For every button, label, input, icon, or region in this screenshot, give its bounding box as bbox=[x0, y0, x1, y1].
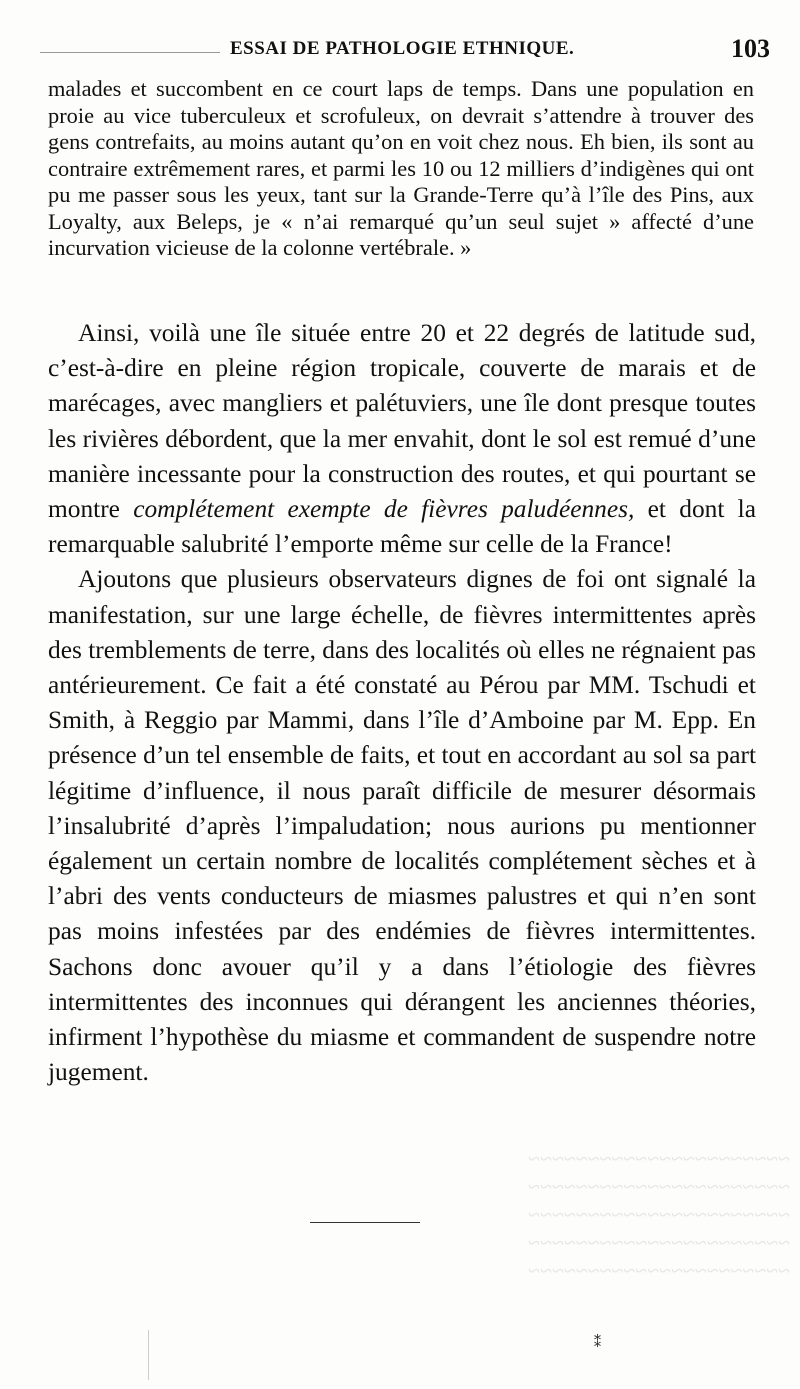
ink-speck: ⁑ bbox=[594, 1335, 601, 1351]
running-title: ESSAI DE PATHOLOGIE ETHNIQUE. bbox=[230, 38, 575, 59]
paragraph-1-italic: complétement exempte de fièvres paludéennes, bbox=[133, 495, 635, 524]
body-text bbox=[48, 316, 756, 1090]
quoted-paragraph: malades et succombent en ce court laps de temps. Dans une population en proie au vice tuberculeux et scrofuleux, on devrait s’attendre à trouver des gens contrefaits, au moins autant qu’on en voit chez nous. Eh bien, ils sont au contraire extrêmement rares, et parmi les 10 ou 12 milliers d’indigènes qui ont pu me passer sous les yeux, tant sur la Grande-Terre qu’à l’île des Pins, aux Loyalty, aux Beleps, je « n’ai remarqué qu’un seul sujet » affecté d’une incurvation vicieuse de la colonne vertébrale. » bbox=[48, 76, 754, 260]
page-header bbox=[40, 34, 770, 70]
margin-mark bbox=[148, 1330, 149, 1380]
quoted-passage bbox=[48, 76, 754, 262]
paragraph-1-text-a: Ainsi, voilà une île située entre 20 et 22 degrés de latitude sud, c’est-à-dire en pleine région tropicale, couverte de marais et de marécages, avec mangliers et palétuviers, une île dont presque toutes les rivières débordent, que la mer envahit, dont le sol est remué d’une manière incessante pour la construction des routes, et qui pourtant se montre bbox=[48, 319, 756, 524]
paragraph-1-text-b: et dont la remarquable salubrité l’emporte même sur celle de la France! bbox=[48, 495, 756, 559]
paragraph-2: Ajoutons que plusieurs observateurs dignes de foi ont signalé la manifestation, sur une large échelle, de fièvres intermittentes après des tremblements de terre, dans des localités où elles ne régnaient pas antérieurement. Ce fait a été constaté au Pérou par MM. Tschudi et Smith, à Reggio par Mammi, dans l’île d’Amboine par M. Epp. En présence d’un tel ensemble de faits, et tout en accordant au sol sa part légitime d’influence, il nous paraît difficile de mesurer désormais l’insalubrité d’après l’impaludation; nous aurions pu mentionner également un certain nombre de localités complétement sèches et à l’abri des vents conducteurs de miasmes palustres et qui n’en sont pas moins infestées par des endémies de fièvres intermittentes. Sachons donc avouer qu’il y a dans l’étiologie des fièvres intermittentes des inconnues qui dérangent les anciennes théories, infirment l’hypothèse du miasme et commandent de suspendre notre jugement. bbox=[48, 565, 756, 1087]
header-rule bbox=[40, 52, 220, 53]
page-number: 103 bbox=[731, 34, 770, 63]
section-end-rule bbox=[310, 1222, 420, 1223]
show-through-texture: ~~~~~~~~~~~~~~~~~~~~~~ ~~~~~~~~~~~~~~~~~~~~~~ ~~~~~~~~~~~~~~~~~~~~~~ ~~~~~~~~~~~~~~~~~~~~~~ ~~~~~~~~~~~~~~~~~~~~~~ bbox=[528, 1146, 790, 1283]
paragraph-1 bbox=[48, 316, 756, 562]
